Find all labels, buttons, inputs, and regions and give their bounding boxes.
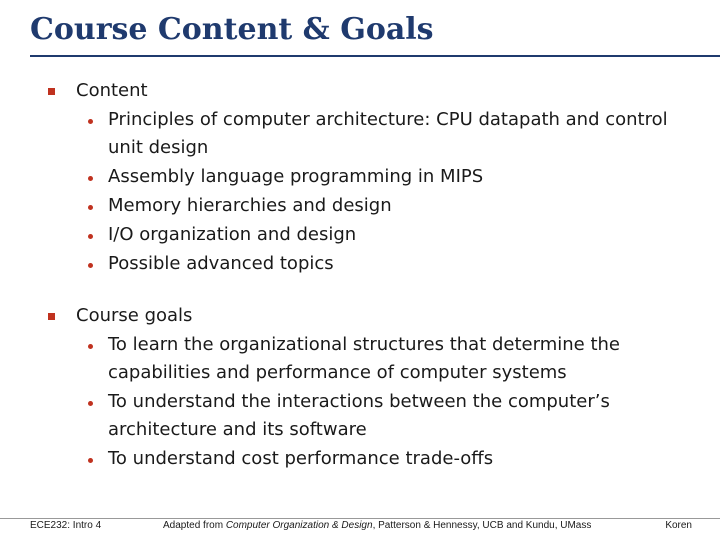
dot-bullet-icon <box>88 205 93 210</box>
attribution-prefix: Adapted from <box>163 520 226 531</box>
footer-author: Koren <box>665 520 692 531</box>
list-item <box>48 221 698 249</box>
list-item <box>48 106 698 162</box>
list-item <box>48 388 698 444</box>
section-heading-text: Course goals <box>76 305 193 326</box>
list-item-text: To learn the organizational structures that determine the capabilities and performance of computer systems <box>108 334 620 383</box>
section-heading-text: Content <box>76 80 148 101</box>
attribution-suffix: , Patterson & Hennessy, UCB and Kundu, UMass <box>372 520 592 531</box>
list-item-text: Principles of computer architecture: CPU datapath and control unit design <box>108 109 668 158</box>
dot-bullet-icon <box>88 176 93 181</box>
dot-bullet-icon <box>88 458 93 463</box>
list-item-text: To understand the interactions between the computer’s architecture and its software <box>108 391 610 440</box>
slide-title: Course Content & Goals <box>30 12 434 47</box>
list-item <box>48 250 698 278</box>
list-item-text: Assembly language programming in MIPS <box>108 166 484 187</box>
list-item-text: Memory hierarchies and design <box>108 195 392 216</box>
section-heading <box>48 302 698 330</box>
dot-bullet-icon <box>88 119 93 124</box>
footer-divider <box>0 518 720 519</box>
section-course-goals <box>48 302 698 473</box>
goals-list <box>48 331 698 473</box>
content-list <box>48 106 698 278</box>
footer-course: ECE232: Intro 4 <box>30 520 102 531</box>
list-item <box>48 192 698 220</box>
list-item-text: Possible advanced topics <box>108 253 334 274</box>
footer-attribution <box>163 520 591 531</box>
dot-bullet-icon <box>88 401 93 406</box>
list-item-text: To understand cost performance trade-offs <box>108 448 494 469</box>
slide-footer <box>0 518 720 534</box>
list-item <box>48 331 698 387</box>
square-bullet-icon <box>48 313 55 320</box>
dot-bullet-icon <box>88 263 93 268</box>
dot-bullet-icon <box>88 344 93 349</box>
square-bullet-icon <box>48 88 55 95</box>
dot-bullet-icon <box>88 234 93 239</box>
list-item <box>48 163 698 191</box>
title-underline <box>30 55 720 57</box>
section-heading <box>48 77 698 105</box>
attribution-book-title: Computer Organization & Design <box>225 520 373 531</box>
section-content <box>48 77 698 278</box>
list-item-text: I/O organization and design <box>108 224 357 245</box>
list-item <box>48 445 698 473</box>
